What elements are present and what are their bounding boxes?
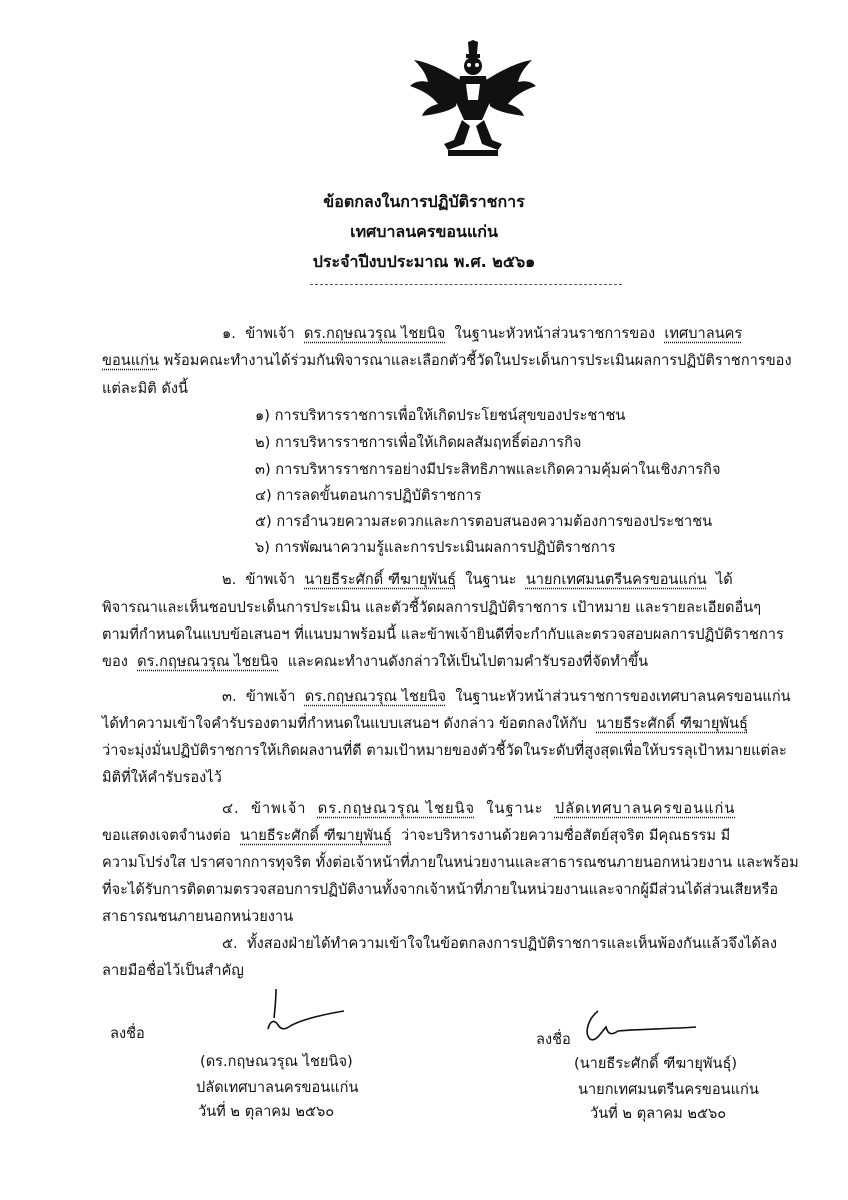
para4-line1 xyxy=(222,797,735,820)
left-sign-label: ลงชื่อ xyxy=(110,1025,145,1042)
para3-line3: ว่าจะมุ่งมั่นปฏิบัติราชการให้เกิดผลงานที่ดี ตามเป้าหมายของตัวชี้วัดในระดับที่สูงสุดเพื่อให้บรรลุเป้าหมายแต่ละ xyxy=(102,742,787,759)
para2-name: นายธีระศักดิ์ ฑีฆายุพันธุ์ xyxy=(304,571,457,588)
para1-org-part-a: เทศบาลนคร xyxy=(664,325,743,342)
list-item: ๔) การลดขั้นตอนการปฏิบัติราชการ xyxy=(255,487,482,504)
para2-line4-text: และคณะทำงานดังกล่าวให้เป็นไปตามคำรับรองที่จัดทำขึ้น xyxy=(287,653,649,670)
list-item: ๒) การบริหารราชการเพื่อให้เกิดผลสัมฤทธิ์ต่อภารกิจ xyxy=(255,434,582,451)
para1-role-prefix: ในฐานะหัวหน้าส่วนราชการของ xyxy=(454,325,656,342)
garuda-emblem-icon xyxy=(408,40,538,158)
para3-line2 xyxy=(102,712,748,735)
para3-line4: มิติที่ให้คำรับรองไว้ xyxy=(102,769,222,786)
para1-name: ดร.กฤษณวรุณ ไชยนิจ xyxy=(304,325,446,342)
para2-role: นายกเทศมนตรีนครขอนแก่น xyxy=(525,571,707,588)
para4-role-prefix: ในฐานะ xyxy=(486,800,544,817)
para4-line5: สาธารณชนภายนอกหน่วยงาน xyxy=(102,908,294,925)
para1-line2 xyxy=(102,349,792,372)
left-sign-date: วันที่ ๒ ตุลาคม ๒๕๖๐ xyxy=(198,1103,335,1120)
para3-number: ๓. xyxy=(222,688,237,705)
para4-line2-name: นายธีระศักดิ์ ฑีฆายุพันธุ์ xyxy=(240,827,392,844)
right-signature-image xyxy=(578,1005,698,1050)
para1-line1 xyxy=(222,322,742,345)
title-divider xyxy=(310,284,622,285)
para4-number: ๔. xyxy=(222,800,240,817)
para1-prefix: ข้าพเจ้า xyxy=(245,325,295,342)
para5-number: ๕. xyxy=(222,935,238,952)
para1-org-part-b: ขอนแก่น xyxy=(102,352,159,369)
list-item: ๕) การอำนวยความสะดวกและการตอบสนองความต้องการของประชาชน xyxy=(255,513,713,530)
para5-line1 xyxy=(222,932,777,955)
para3-line1 xyxy=(222,685,791,708)
organization-title: เทศบาลนครขอนแก่น xyxy=(350,222,498,241)
para4-line3: ความโปร่งใส ปราศจากการทุจริต ทั้งต่อเจ้าหน้าที่ภายในหน่วยงานและสาธารณชนภายนอกหน่วยงาน และพร้อม xyxy=(102,854,799,871)
para5-line2: ลายมือชื่อไว้เป็นสำคัญ xyxy=(102,962,244,979)
left-signer-name: (ดร.กฤษณวรุณ ไชยนิจ) xyxy=(200,1053,353,1070)
para1-line3: แต่ละมิติ ดังนี้ xyxy=(102,380,188,397)
para4-prefix: ข้าพเจ้า xyxy=(250,800,307,817)
para5-text: ทั้งสองฝ่ายได้ทำความเข้าใจในข้อตกลงการปฏิบัติราชการและเห็นพ้องกันแล้วจึงได้ลง xyxy=(246,935,777,952)
para4-role: ปลัดเทศบาลนครขอนแก่น xyxy=(554,800,736,817)
para4-line2-prefix: ขอแสดงเจตจำนงต่อ xyxy=(102,827,231,844)
para2-line1 xyxy=(222,568,733,591)
para2-line2: พิจารณาและเห็นชอบประเด็นการประเมิน และตัวชี้วัดผลการปฏิบัติราชการ เป้าหมาย และรายละเอียดอื่นๆ xyxy=(102,599,762,616)
left-signature-image xyxy=(258,985,348,1037)
para2-role-prefix: ในฐานะ xyxy=(465,571,517,588)
left-signer-position: ปลัดเทศบาลนครขอนแก่น xyxy=(196,1079,359,1096)
para2-line4 xyxy=(102,650,648,673)
para3-role: ในฐานะหัวหน้าส่วนราชการของเทศบาลนครขอนแก่น xyxy=(455,688,791,705)
right-sign-date: วันที่ ๒ ตุลาคม ๒๕๖๐ xyxy=(590,1105,727,1122)
para3-line2-name: นายธีระศักดิ์ ฑีฆายุพันธุ์ xyxy=(596,715,748,732)
fiscal-year-title: ประจำปีงบประมาณ พ.ศ. ๒๕๖๑ xyxy=(312,252,536,271)
right-signer-name: (นายธีระศักดิ์ ฑีฆายุพันธุ์) xyxy=(574,1055,738,1072)
para3-line2-text: ได้ทำความเข้าใจคำรับรองตามที่กำหนดในแบบเสนอฯ ดังกล่าว ข้อตกลงให้กับ xyxy=(102,715,587,732)
right-signer-position: นายกเทศมนตรีนครขอนแก่น xyxy=(578,1081,759,1098)
para4-name: ดร.กฤษณวรุณ ไชยนิจ xyxy=(317,800,476,817)
list-item: ๖) การพัฒนาความรู้และการประเมินผลการปฏิบัติราชการ xyxy=(255,539,616,556)
para2-line4-name: ดร.กฤษณวรุณ ไชยนิจ xyxy=(137,653,279,670)
para2-number: ๒. xyxy=(222,571,237,588)
para2-line3: ตามที่กำหนดในแบบข้อเสนอฯ ที่แนบมาพร้อมนี้ และข้าพเจ้ายินดีที่จะกำกับและตรวจสอบผลการปฏิบัติราชการ xyxy=(102,626,784,643)
document-title: ข้อตกลงในการปฏิบัติราชการ xyxy=(323,192,525,211)
right-sign-label: ลงชื่อ xyxy=(536,1031,571,1048)
list-item: ๓) การบริหารราชการอย่างมีประสิทธิภาพและเกิดความคุ้มค่าในเชิงภารกิจ xyxy=(255,461,721,478)
para1-line2-text: พร้อมคณะทำงานได้ร่วมกันพิจารณาและเลือกตัวชี้วัดในประเด็นการประเมินผลการปฏิบัติราชการของ xyxy=(158,352,792,369)
para1-number: ๑. xyxy=(222,325,236,342)
para4-line2 xyxy=(102,824,730,847)
para4-line2-text: ว่าจะบริหารงานด้วยความซื่อสัตย์สุจริต มีคุณธรรม มี xyxy=(401,827,731,844)
list-item: ๑) การบริหารราชการเพื่อให้เกิดประโยชน์สุขของประชาชน xyxy=(255,407,626,424)
para2-role-suffix: ได้ xyxy=(715,571,733,588)
para3-name: ดร.กฤษณวรุณ ไชยนิจ xyxy=(304,688,447,705)
para2-prefix: ข้าพเจ้า xyxy=(245,571,296,588)
para2-line4-prefix: ของ xyxy=(102,653,128,670)
para4-line4: ที่จะได้รับการติดตามตรวจสอบการปฏิบัติงานทั้งจากเจ้าหน้าที่ภายในหน่วยงานและจากผู้มีส่วนได้ส่วนเสียหรือ xyxy=(102,881,779,898)
para3-prefix: ข้าพเจ้า xyxy=(245,688,296,705)
